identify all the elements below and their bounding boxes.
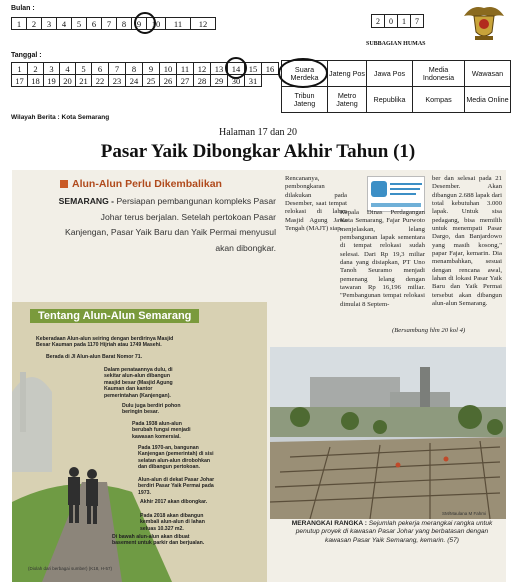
date-cell: 7: [109, 63, 126, 75]
lead-paragraph: [58, 194, 276, 256]
month-cell: 4: [57, 18, 72, 30]
teaser-graphic-icon: [368, 177, 426, 213]
month-cell: 3: [42, 18, 57, 30]
empty-cell: [262, 75, 279, 87]
date-cell: 9: [143, 63, 160, 75]
year-grid: [371, 14, 424, 28]
year-digit: 2: [372, 15, 385, 28]
section-marker-icon: [60, 180, 68, 188]
infobox-title: Tentang Alun-Alun Semarang: [30, 309, 199, 323]
month-cell: 7: [102, 18, 117, 30]
circled-media-mark: [278, 58, 328, 88]
construction-photo: [270, 347, 506, 519]
infobox-item: Alun-alun di dekat Pasar Johar berdiri Pasar Yaik Permai pada 1973.: [138, 477, 215, 496]
infobox-item: Pada 1970-an, bangunan Kanjengan (pemerintah) di sisi selatan alun-alun dirobohkan dan dibangun pertokoan.: [138, 445, 214, 471]
infobox-item: Dalam penataannya dulu, di sekitar alun-alun dibangun masjid besar (Masjid Agung Kauman dan kantor pemerintahan (Kanjengan).: [104, 367, 173, 399]
date-cell: 24: [126, 75, 143, 87]
date-cell: 12: [194, 63, 211, 75]
month-grid: [11, 17, 216, 30]
circled-month-mark: [134, 12, 156, 34]
date-cell: 25: [143, 75, 160, 87]
month-cell: 11: [166, 18, 191, 30]
article-column-2-text: Kepala Dinas Perdagangan Kota Semarang, Fajar Purwoto menjelaskan, lelang pembangunan lapak sementara di tempat relokasi sudah selesai. Dari Rp 19,3 miliar dana yang disiapkan, PT Uno Tanoh Seuramo menjadi pemenang lelang dengan tawaran Rp 16,196 miliar. "Pembangunan tempat relokasi dimulai 8 Septem-: [340, 209, 425, 308]
infobox-item: Pada 2018 akan dibangun kembali alun-alun di lahan seluas 10.327 m2.: [140, 513, 205, 532]
photo-caption: [282, 520, 502, 545]
date-cell: 11: [177, 63, 194, 75]
media-cell-media-indonesia: Media Indonesia: [413, 61, 465, 87]
date-cell: 2: [28, 63, 44, 75]
tanggal-label: Tanggal :: [11, 52, 42, 59]
photo-credit: SM/Maulana M Fahmi: [442, 511, 487, 516]
year-digit: 1: [398, 15, 411, 28]
media-cell-kompas: Kompas: [413, 87, 465, 113]
date-cell: 23: [109, 75, 126, 87]
date-cell: 22: [92, 75, 109, 87]
month-cell: 8: [117, 18, 132, 30]
subbagian-label: SUBBAGIAN HUMAS: [366, 41, 426, 47]
wilayah-berita: Wilayah Berita : Kota Semarang: [11, 114, 110, 121]
date-cell: 26: [160, 75, 177, 87]
continued-note: (Bersambung hlm 20 kol 4): [392, 327, 466, 334]
media-cell-jawa-pos: Jawa Pos: [367, 61, 413, 87]
date-cell: 16: [262, 63, 279, 75]
media-cell-media-online: Media Online: [465, 87, 511, 113]
month-cell: 6: [87, 18, 102, 30]
media-cell-republika: Republika: [367, 87, 413, 113]
infobox-item: Akhir 2017 akan dibongkar.: [140, 499, 208, 505]
month-cell: 1: [12, 18, 27, 30]
month-cell: 12: [191, 18, 216, 30]
date-cell: 19: [44, 75, 60, 87]
article-column-1: Rencananya, pembongkaran dilakukan pada Desember, saat tempat relokasi di lahan Masjid Agung Jawa Tengah (MAJT) siap.: [285, 175, 347, 233]
lead-text: Persiapan pembangunan kompleks Pasar Johar terus berjalan. Setelah pertokoan Pasar Kanjengan, Pasar Yaik Baru dan Yaik Permai menyusul akan dibongkar.: [65, 196, 276, 253]
date-cell: 28: [194, 75, 211, 87]
newspaper-clipping: [12, 170, 506, 582]
infobox-item: Berada di Jl Alun-alun Barat Nomor 71.: [46, 354, 143, 360]
bulan-label: Bulan :: [11, 5, 35, 12]
date-cell: 31: [245, 75, 262, 87]
circled-date-mark: [225, 57, 247, 79]
month-cell: 9: [132, 18, 147, 30]
section-title: Alun-Alun Perlu Dikembalikan: [72, 178, 222, 190]
date-cell: 30: [228, 75, 245, 87]
date-cell: 15: [245, 63, 262, 75]
teaser-box: [367, 176, 425, 212]
date-cell: 29: [211, 75, 228, 87]
date-cell: 20: [60, 75, 76, 87]
media-cell-suara-merdeka: Suara Merdeka: [282, 61, 328, 87]
date-cell: 4: [60, 63, 76, 75]
infobox-item: Di bawah alun-alun akan dibuat basement untuk parkir dan berjualan.: [112, 534, 205, 547]
infobox-item: Pada 1938 alun-alun berubah fungsi menjadi kawasan komersial.: [132, 421, 191, 440]
article-column-3: ber dan selesai pada 21 Desember. Akan dibangun 2.688 lapak dari total kebutuhan 3.000 lapak. Untuk sisa pedagang, bisa memilih untuk menempati Pasar Dargo, dan Banjardowo yang masih kosong," papar Fajar, kemarin. Dia menambahkan, sesuai dengan rencana awal, lahan di lokasi Pasar Yaik Baru dan Yaik Permai tersebut akan dibangun alun-alun Semarang.: [432, 175, 502, 308]
infobox-item: Keberadaan Alun-alun seiring dengan berdirinya Masjid Besar Kauman pada 1170 Hijriah atau 1749 Masehi.: [36, 336, 174, 349]
date-cell: 21: [76, 75, 92, 87]
year-digit: 7: [411, 15, 424, 28]
article-headline: Pasar Yaik Dibongkar Akhir Tahun (1): [100, 141, 416, 162]
media-cell-metro-jateng: Metro Jateng: [328, 87, 367, 113]
month-cell: 10: [147, 18, 166, 30]
media-cell-tribun-jateng: Tribun Jateng: [282, 87, 328, 113]
infobox-item: Dulu juga berdiri pohon beringin besar.: [122, 403, 181, 416]
date-cell: 8: [126, 63, 143, 75]
date-cell: 13: [211, 63, 228, 75]
date-cell: 5: [76, 63, 92, 75]
month-cell: 2: [27, 18, 42, 30]
month-row: [12, 18, 216, 30]
date-cell: 17: [12, 75, 28, 87]
date-cell: 6: [92, 63, 109, 75]
caption-lead: MERANGKAI RANGKA :: [291, 520, 367, 527]
year-digit: 0: [385, 15, 398, 28]
coat-of-arms-emblem: [462, 2, 506, 44]
infobox-source: (Diolah dari berbagai sumber) (K18, H-57): [28, 566, 113, 571]
lead-dateline: SEMARANG -: [58, 196, 115, 206]
date-cell: 1: [12, 63, 28, 75]
date-cell: 14: [228, 63, 245, 75]
media-cell-wawasan: Wawasan: [465, 61, 511, 87]
media-row: [282, 87, 511, 113]
halaman-label: Halaman 17 dan 20: [218, 127, 298, 138]
date-cell: 10: [160, 63, 177, 75]
date-cell: 18: [28, 75, 44, 87]
date-cell: 3: [44, 63, 60, 75]
media-cell-jateng-pos: Jateng Pos: [328, 61, 367, 87]
date-cell: 27: [177, 75, 194, 87]
month-cell: 5: [72, 18, 87, 30]
caption-text: Sejumlah pekerja merangkai rangka untuk penutup proyek di kawasan Pasar Johar yang berbatasan dengan kawasan Pasar Yaik Semarang, kemarin. (57): [295, 520, 493, 544]
